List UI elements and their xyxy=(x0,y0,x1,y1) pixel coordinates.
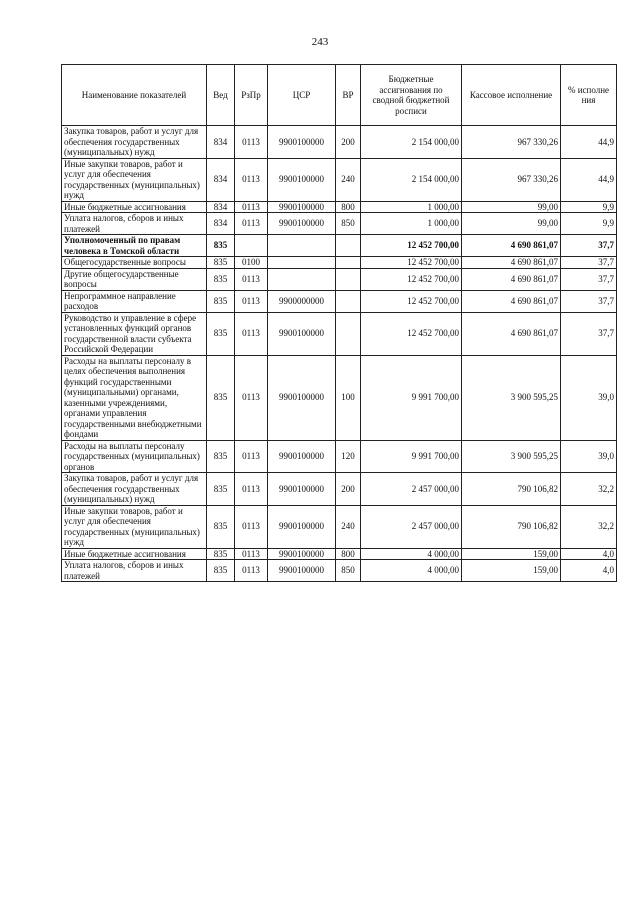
row-name-cell: Другие общегосударственные вопросы xyxy=(62,268,207,290)
row-ved-cell: 835 xyxy=(207,257,235,269)
row-name-cell: Иные закупки товаров, работ и услуг для обеспечения государственных (муниципальных) нужд xyxy=(62,505,207,548)
row-percent-cell: 37,7 xyxy=(561,257,617,269)
row-budget-cell: 12 452 700,00 xyxy=(361,268,462,290)
row-csr-cell: 9900100000 xyxy=(268,312,336,355)
row-cash-cell: 4 690 861,07 xyxy=(462,257,561,269)
row-budget-cell: 12 452 700,00 xyxy=(361,290,462,312)
row-budget-cell: 9 991 700,00 xyxy=(361,440,462,473)
row-vr-cell: 200 xyxy=(336,126,361,159)
row-rzpr-cell: 0100 xyxy=(235,257,268,269)
row-rzpr-cell: 0113 xyxy=(235,126,268,159)
row-budget-cell: 4 000,00 xyxy=(361,560,462,582)
row-csr-cell: 9900100000 xyxy=(268,201,336,213)
row-vr-cell xyxy=(336,290,361,312)
row-percent-cell: 37,7 xyxy=(561,312,617,355)
header-name: Наименование показателей xyxy=(62,65,207,126)
header-ved: Вед xyxy=(207,65,235,126)
row-vr-cell: 100 xyxy=(336,355,361,440)
row-budget-cell: 1 000,00 xyxy=(361,213,462,235)
row-ved-cell: 835 xyxy=(207,268,235,290)
row-budget-cell: 2 154 000,00 xyxy=(361,158,462,201)
row-vr-cell: 120 xyxy=(336,440,361,473)
row-rzpr-cell: 0113 xyxy=(235,473,268,506)
row-csr-cell: 9900100000 xyxy=(268,560,336,582)
header-cash: Кассовое исполнение xyxy=(462,65,561,126)
row-csr-cell: 9900100000 xyxy=(268,126,336,159)
row-csr-cell: 9900100000 xyxy=(268,473,336,506)
table-header-row xyxy=(62,65,617,126)
row-cash-cell: 99,00 xyxy=(462,201,561,213)
table-row xyxy=(62,268,617,290)
row-cash-cell: 159,00 xyxy=(462,548,561,560)
row-percent-cell: 39,0 xyxy=(561,355,617,440)
row-percent-cell: 32,2 xyxy=(561,505,617,548)
row-budget-cell: 2 457 000,00 xyxy=(361,505,462,548)
row-name-cell: Непрограммное направление расходов xyxy=(62,290,207,312)
table-row xyxy=(62,440,617,473)
header-csr: ЦСР xyxy=(268,65,336,126)
row-name-cell: Закупка товаров, работ и услуг для обеспечения государственных (муниципальных) нужд xyxy=(62,126,207,159)
row-ved-cell: 835 xyxy=(207,548,235,560)
row-ved-cell: 835 xyxy=(207,355,235,440)
table-row xyxy=(62,548,617,560)
row-budget-cell: 9 991 700,00 xyxy=(361,355,462,440)
row-cash-cell: 159,00 xyxy=(462,560,561,582)
row-name-cell: Уплата налогов, сборов и иных платежей xyxy=(62,560,207,582)
row-percent-cell: 44,9 xyxy=(561,126,617,159)
header-budget: Бюджетные ассигнования по сводной бюджетной росписи xyxy=(361,65,462,126)
row-percent-cell: 44,9 xyxy=(561,158,617,201)
table-row xyxy=(62,158,617,201)
table-row xyxy=(62,312,617,355)
row-budget-cell: 4 000,00 xyxy=(361,548,462,560)
row-cash-cell: 4 690 861,07 xyxy=(462,235,561,257)
row-percent-cell: 37,7 xyxy=(561,235,617,257)
row-cash-cell: 4 690 861,07 xyxy=(462,268,561,290)
row-ved-cell: 835 xyxy=(207,290,235,312)
row-vr-cell: 800 xyxy=(336,201,361,213)
row-name-cell: Уплата налогов, сборов и иных платежей xyxy=(62,213,207,235)
row-rzpr-cell: 0113 xyxy=(235,548,268,560)
table-row xyxy=(62,560,617,582)
table-row xyxy=(62,213,617,235)
row-rzpr-cell: 0113 xyxy=(235,440,268,473)
row-ved-cell: 835 xyxy=(207,235,235,257)
row-vr-cell: 850 xyxy=(336,213,361,235)
row-rzpr-cell: 0113 xyxy=(235,290,268,312)
table-row xyxy=(62,257,617,269)
page-number: 243 xyxy=(311,36,329,48)
row-name-cell: Иные бюджетные ассигнования xyxy=(62,201,207,213)
row-budget-cell: 2 154 000,00 xyxy=(361,126,462,159)
row-csr-cell: 9900100000 xyxy=(268,440,336,473)
row-csr-cell: 9900000000 xyxy=(268,290,336,312)
row-name-cell: Расходы на выплаты персоналу в целях обеспечения выполнения функций государственными (муниципальными) органами, казенными учреждениями, органами управления государственными внебюджетными фондами xyxy=(62,355,207,440)
row-budget-cell: 1 000,00 xyxy=(361,201,462,213)
row-name-cell: Закупка товаров, работ и услуг для обеспечения государственных (муниципальных) нужд xyxy=(62,473,207,506)
table-row xyxy=(62,355,617,440)
row-name-cell: Общегосударственные вопросы xyxy=(62,257,207,269)
row-cash-cell: 790 106,82 xyxy=(462,505,561,548)
row-cash-cell: 3 900 595,25 xyxy=(462,440,561,473)
row-name-cell: Уполномоченный по правам человека в Томской области xyxy=(62,235,207,257)
header-percent: % исполне ния xyxy=(561,65,617,126)
row-vr-cell xyxy=(336,257,361,269)
row-budget-cell: 2 457 000,00 xyxy=(361,473,462,506)
row-vr-cell: 850 xyxy=(336,560,361,582)
row-budget-cell: 12 452 700,00 xyxy=(361,312,462,355)
row-rzpr-cell: 0113 xyxy=(235,158,268,201)
row-csr-cell: 9900100000 xyxy=(268,505,336,548)
row-cash-cell: 99,00 xyxy=(462,213,561,235)
row-rzpr-cell xyxy=(235,235,268,257)
row-rzpr-cell: 0113 xyxy=(235,201,268,213)
row-percent-cell: 32,2 xyxy=(561,473,617,506)
row-ved-cell: 834 xyxy=(207,126,235,159)
row-cash-cell: 967 330,26 xyxy=(462,126,561,159)
row-rzpr-cell: 0113 xyxy=(235,213,268,235)
row-csr-cell: 9900100000 xyxy=(268,548,336,560)
row-vr-cell: 240 xyxy=(336,505,361,548)
header-rzpr: РзПр xyxy=(235,65,268,126)
row-percent-cell: 37,7 xyxy=(561,268,617,290)
table-row xyxy=(62,473,617,506)
budget-table xyxy=(61,64,617,582)
row-vr-cell xyxy=(336,312,361,355)
row-rzpr-cell: 0113 xyxy=(235,505,268,548)
row-percent-cell: 9,9 xyxy=(561,201,617,213)
row-ved-cell: 834 xyxy=(207,201,235,213)
row-percent-cell: 4,0 xyxy=(561,548,617,560)
row-name-cell: Руководство и управление в сфере установленных функций органов государственной власти субъекта Российской Федерации xyxy=(62,312,207,355)
row-rzpr-cell: 0113 xyxy=(235,268,268,290)
row-csr-cell xyxy=(268,268,336,290)
header-vr: ВР xyxy=(336,65,361,126)
row-percent-cell: 9,9 xyxy=(561,213,617,235)
row-csr-cell xyxy=(268,257,336,269)
row-cash-cell: 967 330,26 xyxy=(462,158,561,201)
row-rzpr-cell: 0113 xyxy=(235,355,268,440)
row-csr-cell xyxy=(268,235,336,257)
row-rzpr-cell: 0113 xyxy=(235,312,268,355)
row-cash-cell: 4 690 861,07 xyxy=(462,290,561,312)
row-ved-cell: 834 xyxy=(207,213,235,235)
row-ved-cell: 835 xyxy=(207,312,235,355)
row-budget-cell: 12 452 700,00 xyxy=(361,235,462,257)
row-vr-cell: 240 xyxy=(336,158,361,201)
row-percent-cell: 39,0 xyxy=(561,440,617,473)
table-row xyxy=(62,126,617,159)
row-csr-cell: 9900100000 xyxy=(268,213,336,235)
row-name-cell: Иные закупки товаров, работ и услуг для обеспечения государственных (муниципальных) нужд xyxy=(62,158,207,201)
row-percent-cell: 37,7 xyxy=(561,290,617,312)
table-row xyxy=(62,201,617,213)
row-csr-cell: 9900100000 xyxy=(268,158,336,201)
row-cash-cell: 790 106,82 xyxy=(462,473,561,506)
row-name-cell: Расходы на выплаты персоналу государственных (муниципальных) органов xyxy=(62,440,207,473)
row-vr-cell xyxy=(336,268,361,290)
row-vr-cell xyxy=(336,235,361,257)
row-ved-cell: 835 xyxy=(207,505,235,548)
row-cash-cell: 4 690 861,07 xyxy=(462,312,561,355)
table-row xyxy=(62,290,617,312)
table-row xyxy=(62,235,617,257)
row-rzpr-cell: 0113 xyxy=(235,560,268,582)
row-vr-cell: 800 xyxy=(336,548,361,560)
row-percent-cell: 4,0 xyxy=(561,560,617,582)
row-name-cell: Иные бюджетные ассигнования xyxy=(62,548,207,560)
row-budget-cell: 12 452 700,00 xyxy=(361,257,462,269)
row-ved-cell: 835 xyxy=(207,440,235,473)
table-row xyxy=(62,505,617,548)
row-ved-cell: 834 xyxy=(207,158,235,201)
row-csr-cell: 9900100000 xyxy=(268,355,336,440)
row-vr-cell: 200 xyxy=(336,473,361,506)
row-cash-cell: 3 900 595,25 xyxy=(462,355,561,440)
row-ved-cell: 835 xyxy=(207,473,235,506)
row-ved-cell: 835 xyxy=(207,560,235,582)
